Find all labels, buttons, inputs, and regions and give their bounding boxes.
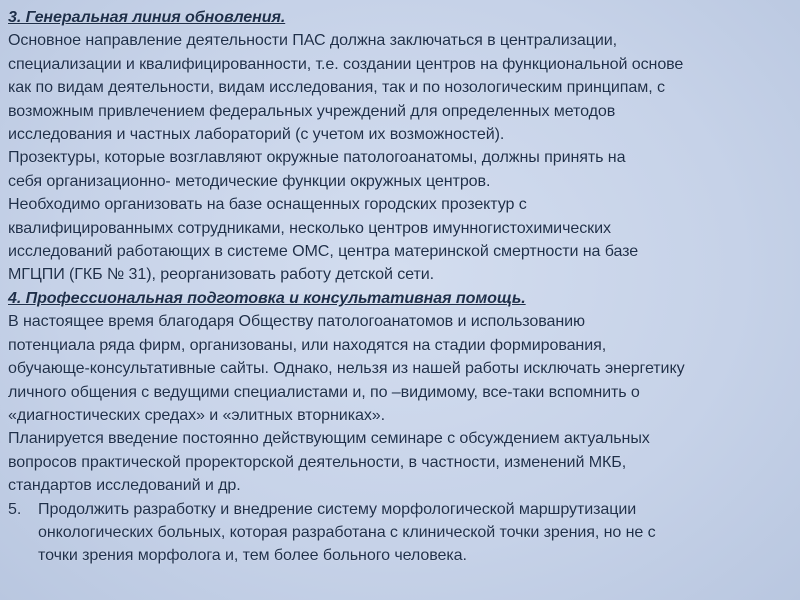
section-4-p1-line: личного общения с ведущими специалистами и, по –видимому, все-таки вспомнить о [8, 382, 640, 401]
item-5-line: онкологических больных, которая разработана с клинической точки зрения, но не с [38, 522, 656, 541]
item-5-number: 5. [8, 499, 22, 518]
numbered-item-5 [8, 498, 794, 568]
section-3-p3-line: МГЦПИ (ГКБ № 31), реорганизовать работу детской сети. [8, 265, 435, 284]
section-4-p2-line: Планируется введение постоянно действующим семинаре с обсуждением актуальных [8, 429, 650, 448]
section-3-p1-line: возможным привлечением федеральных учреждений для определенных методов [8, 101, 616, 120]
item-5-line: Продолжить разработку и внедрение систему морфологической маршрутизации [38, 499, 637, 518]
section-4-p1-line: потенциала ряда фирм, организованы, или находятся на стадии формирования, [8, 335, 607, 354]
section-3-p3-line: Необходимо организовать на базе оснащенных городских прозектур с [8, 195, 527, 214]
section-3-p2-line: себя организационно- методические функции окружных центров. [8, 171, 491, 190]
section-4-p1-line: «диагностических средах» и «элитных вторниках». [8, 405, 386, 424]
section-3-p1-line: Основное направление деятельности ПАС должна заключаться в централизации, [8, 31, 618, 50]
section-4-p2-line: вопросов практической проректорской деятельности, в частности, изменений МКБ, [8, 452, 627, 471]
section-4-p1-line: В настоящее время благодаря Обществу патологоанатомов и использованию [8, 312, 586, 331]
item-5-line: точки зрения морфолога и, тем более больного человека. [38, 546, 467, 565]
section-4-p1-line: обучающе-консультативные сайты. Однако, нельзя из нашей работы исключать энергетику [8, 359, 685, 378]
section-3-p2-line: Прозектуры, которые возглавляют окружные патологоанатомы, должны принять на [8, 148, 626, 167]
section-3-p1-line: специализации и квалифицированности, т.е. создании центров на функциональной основе [8, 54, 684, 73]
section-3-p1-line: как по видам деятельности, видам исследования, так и по нозологическим принципам, с [8, 78, 665, 97]
section-4-p2-line: стандартов исследований и др. [8, 476, 241, 495]
section-4-heading: 4. Профессиональная подготовка и консультативная помощь. [8, 288, 526, 307]
slide-text [8, 6, 794, 568]
section-3-p3-line: исследований работающих в системе ОМС, центра материнской смертности на базе [8, 242, 639, 261]
section-3-heading: 3. Генеральная линия обновления. [8, 8, 286, 26]
section-3-p3-line: квалифицированнымх сотрудниками, несколько центров имунногистохимических [8, 218, 611, 237]
section-3-p1-line: исследования и частных лабораторий (с учетом их возможностей). [8, 125, 505, 144]
